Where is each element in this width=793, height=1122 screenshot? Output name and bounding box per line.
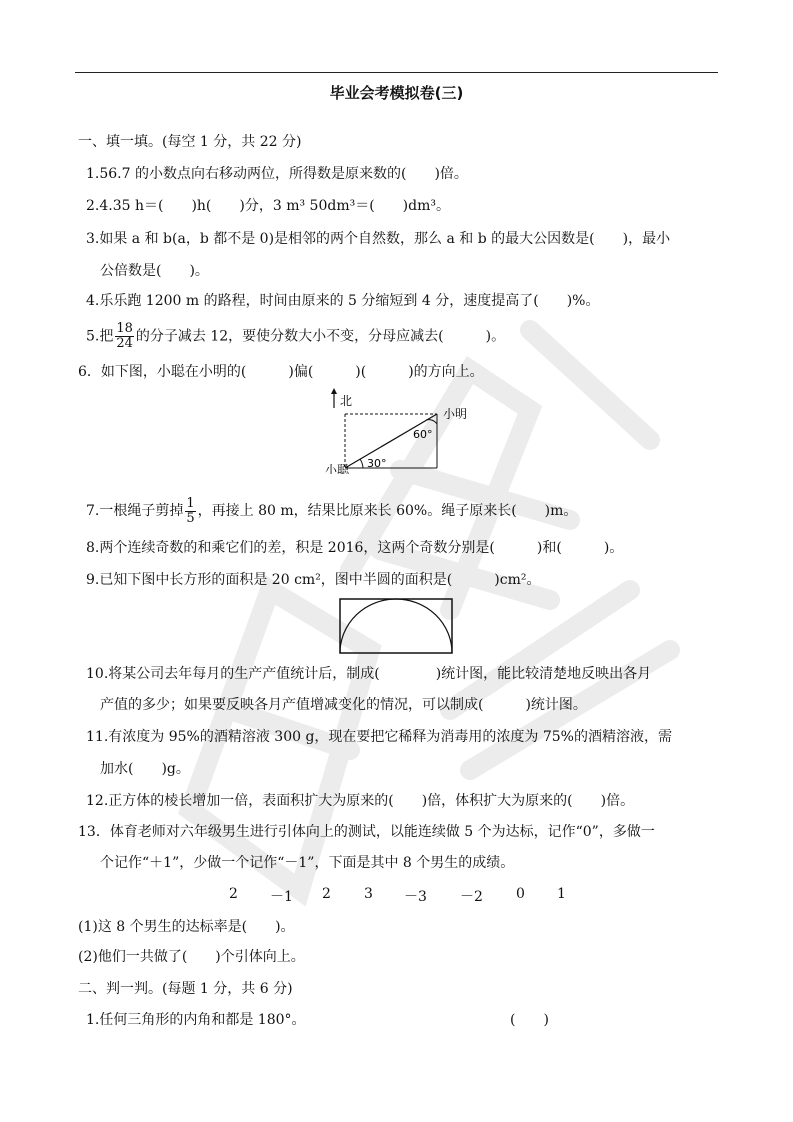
fraction-18-24 (115, 322, 134, 351)
question-7-post: ，再接上 80 m，结果比原来长 60%。绳子原来长( )m。 (197, 503, 578, 519)
north-arrow-icon (331, 388, 337, 394)
fraction-numerator: 18 (116, 321, 133, 336)
score-item: 0 (516, 886, 525, 902)
question-13-sub2: (2)他们一共做了( )个引体向上。 (78, 949, 305, 965)
question-6: 6．如下图，小聪在小明的( )偏( )( )的方向上。 (78, 364, 484, 380)
question-5-post: 的分子减去 12，要使分数大小不变，分母应减去( )。 (135, 328, 506, 345)
question-10-line1: 10.将某公司去年每月的生产产值统计后，制成( )统计图，能比较清楚地反映出各月 (86, 666, 652, 682)
question-4: 4.乐乐跑 1200 m 的路程，时间由原来的 5 分缩短到 4 分，速度提高了( )%。 (86, 293, 600, 309)
semicircle-shape (340, 599, 452, 653)
question-5-pre: 5.把 (86, 328, 114, 345)
section1-heading: 一、填一填。(每空 1 分，共 22 分) (78, 134, 302, 150)
judge-answer-blank: ( ) (510, 1012, 549, 1028)
angle-arc-30 (360, 459, 363, 468)
question-3-line2: 公倍数是( )。 (100, 263, 209, 279)
xiaoming-label: 小明 (443, 407, 468, 421)
score-item: 2 (322, 886, 331, 902)
score-item: 3 (364, 886, 373, 902)
score-item: 1 (557, 886, 566, 902)
angle-60-label: 60° (413, 428, 433, 441)
question-13-sub1: (1)这 8 个男生的达标率是( )。 (78, 919, 295, 935)
page-title: 毕业会考模拟卷(三) (329, 84, 464, 102)
question-10-line2: 产值的多少；如果要反映各月产值增减变化的情况，可以制成( )统计图。 (100, 697, 587, 713)
connecting-line (345, 414, 437, 468)
fraction-1-5 (185, 497, 195, 526)
rectangle-shape (340, 599, 452, 653)
angle-arc-60 (426, 420, 437, 424)
xiaocong-label: 小聪 (325, 463, 350, 474)
score-item: 2 (229, 886, 238, 902)
score-item: －1 (270, 889, 293, 905)
question-7-pre: 7.一根绳子剪掉 (86, 503, 184, 519)
judge-question-1: 1.任何三角形的内角和都是 180°。 (86, 1012, 306, 1028)
question-12: 12.正方体的棱长增加一倍，表面积扩大为原来的( )倍，体积扩大为原来的( )倍。 (86, 793, 635, 809)
north-label: 北 (340, 394, 353, 408)
semicircle-figure (338, 597, 454, 655)
question-1: 1.56.7 的小数点向右移动两位，所得数是原来数的( )倍。 (86, 166, 468, 182)
question-11-line2: 加水( )g。 (100, 761, 190, 777)
question-8: 8.两个连续奇数的和乘它们的差，积是 2016，这两个奇数分别是( )和( )。 (86, 540, 624, 556)
fraction-denominator: 5 (186, 510, 195, 526)
angle-30-label: 30° (367, 457, 387, 470)
direction-figure (325, 386, 500, 474)
fraction-denominator: 24 (116, 336, 133, 351)
section2-heading: 二、判一判。(每题 1 分，共 6 分) (78, 981, 293, 997)
question-13-line2: 个记作“＋1”，少做一个记作“－1”，下面是其中 8 个男生的成绩。 (100, 855, 515, 871)
header-rule (75, 72, 718, 73)
question-9: 9.已知下图中长方形的面积是 20 cm²，图中半圆的面积是( )cm²。 (86, 572, 541, 588)
question-13-line1: 13．体育老师对六年级男生进行引体向上的测试，以能连续做 5 个为达标，记作“0”，多做一 (78, 824, 655, 840)
question-5 (86, 322, 505, 351)
question-11-line1: 11.有浓度为 95%的酒精溶液 300 g，现在要把它稀释为消毒用的浓度为 75%的酒精溶液，需 (86, 729, 672, 745)
question-2: 2.4.35 h＝( )h( )分，3 m³ 50dm³＝( )dm³。 (86, 198, 450, 214)
score-item: －2 (460, 889, 483, 905)
question-3-line1: 3.如果 a 和 b(a，b 都不是 0)是相邻的两个自然数，那么 a 和 b 的最大公因数是( )，最小 (86, 231, 671, 247)
score-item: －3 (404, 889, 427, 905)
question-7 (86, 496, 577, 526)
fraction-numerator: 1 (186, 495, 195, 511)
